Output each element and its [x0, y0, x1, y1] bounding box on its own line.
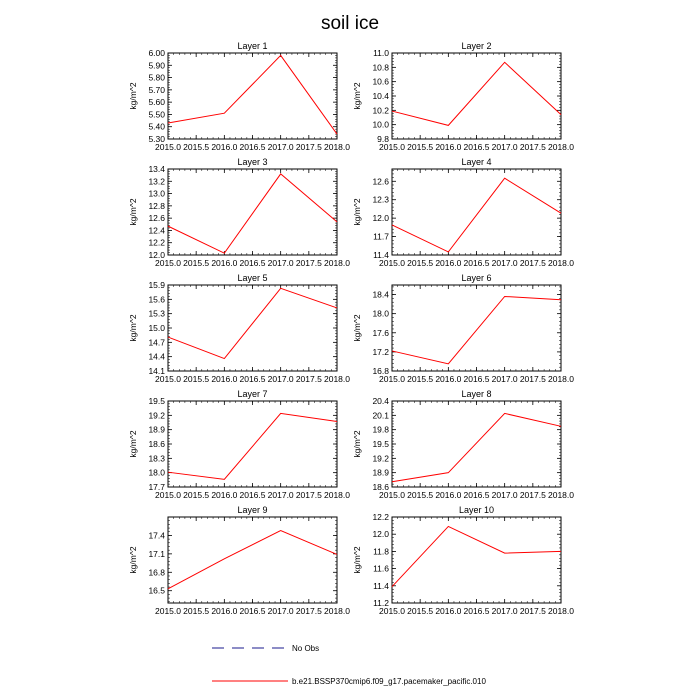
x-tick-label: 2016.5 [239, 258, 266, 268]
x-tick-label: 2018.0 [324, 374, 350, 384]
panel-layer-7 [128, 389, 350, 500]
x-tick-label: 2016.5 [463, 142, 490, 152]
y-tick-label: 20.4 [372, 396, 389, 406]
y-tick-label: 18.9 [148, 424, 165, 435]
x-tick-label: 2015.5 [407, 374, 434, 384]
y-tick-label: 10.6 [372, 76, 389, 87]
y-tick-label: 12.4 [148, 225, 165, 236]
x-tick-label: 2016.0 [211, 142, 238, 152]
y-axis-label-layer-10: kg/m^2 [352, 546, 362, 574]
x-tick-label: 2018.0 [548, 606, 574, 616]
x-tick-label: 2015.5 [183, 258, 210, 268]
legend-item-model-run [212, 677, 486, 686]
panel-layer-4 [352, 157, 574, 268]
panel-title-layer-3: Layer 3 [237, 157, 268, 167]
y-tick-label: 10.0 [372, 119, 389, 130]
y-tick-label: 10.4 [372, 91, 389, 101]
y-tick-label: 17.2 [372, 346, 389, 357]
x-tick-label: 2017.0 [267, 258, 294, 268]
y-tick-label: 17.1 [148, 548, 165, 559]
series-line-layer-8 [392, 413, 561, 481]
y-tick-label: 18.6 [148, 439, 165, 449]
panel-title-layer-1: Layer 1 [237, 41, 268, 51]
x-tick-label: 2015.0 [155, 374, 181, 384]
x-tick-label: 2016.0 [435, 490, 462, 500]
y-tick-label: 19.2 [148, 410, 165, 421]
x-tick-label: 2017.0 [267, 490, 294, 500]
panel-frame-layer-4 [392, 169, 561, 255]
x-tick-label: 2018.0 [324, 142, 350, 152]
panel-frame-layer-5 [168, 285, 337, 371]
y-tick-label: 5.30 [148, 134, 165, 144]
x-tick-label: 2015.5 [407, 142, 434, 152]
legend [212, 644, 486, 686]
y-tick-label: 18.6 [372, 482, 389, 492]
x-tick-label: 2018.0 [324, 258, 350, 268]
series-line-layer-10 [392, 526, 561, 586]
panel-title-layer-8: Layer 8 [461, 389, 492, 399]
y-tick-label: 9.8 [377, 134, 389, 144]
y-tick-label: 17.4 [148, 530, 165, 541]
x-tick-label: 2017.0 [491, 374, 518, 384]
y-tick-label: 5.90 [148, 60, 165, 71]
y-tick-label: 12.3 [372, 194, 389, 205]
series-line-layer-4 [392, 178, 561, 252]
x-tick-label: 2016.0 [211, 606, 238, 616]
x-tick-label: 2015.0 [379, 142, 405, 152]
y-tick-label: 11.8 [373, 546, 389, 557]
y-tick-label: 5.60 [148, 97, 165, 108]
panel-title-layer-9: Layer 9 [237, 505, 268, 515]
y-tick-label: 6.00 [148, 48, 165, 58]
x-tick-label: 2016.5 [463, 258, 490, 268]
y-tick-label: 14.1 [148, 366, 165, 376]
panels [128, 41, 574, 616]
y-axis-label-layer-9: kg/m^2 [128, 546, 138, 574]
x-tick-label: 2017.5 [519, 606, 546, 616]
x-tick-label: 2017.0 [491, 142, 518, 152]
y-axis-label-layer-4: kg/m^2 [352, 198, 362, 226]
panel-frame-layer-1 [168, 53, 337, 139]
panel-title-layer-7: Layer 7 [237, 389, 268, 399]
x-tick-label: 2016.0 [435, 606, 462, 616]
y-tick-label: 12.6 [148, 213, 165, 224]
panel-title-layer-4: Layer 4 [461, 157, 492, 167]
y-tick-label: 12.0 [148, 250, 165, 260]
y-tick-label: 17.7 [148, 482, 165, 492]
series-line-layer-5 [168, 288, 337, 358]
x-tick-label: 2015.0 [379, 606, 405, 616]
x-tick-label: 2017.0 [491, 490, 518, 500]
y-tick-label: 20.1 [372, 410, 389, 421]
y-tick-label: 18.0 [372, 308, 389, 319]
y-tick-label: 16.5 [148, 585, 165, 596]
x-tick-label: 2016.0 [211, 258, 238, 268]
x-tick-label: 2016.0 [435, 142, 462, 152]
y-tick-label: 11.4 [373, 580, 389, 591]
y-tick-label: 12.2 [148, 237, 165, 248]
y-tick-label: 16.8 [148, 567, 165, 578]
x-tick-label: 2018.0 [548, 490, 574, 500]
figure-title: soil ice [320, 13, 380, 34]
y-tick-label: 5.40 [148, 121, 165, 132]
x-tick-label: 2017.5 [519, 142, 546, 152]
y-tick-label: 5.50 [148, 109, 165, 120]
x-tick-label: 2016.0 [211, 490, 238, 500]
panel-layer-8 [352, 389, 574, 500]
x-tick-label: 2016.0 [435, 258, 462, 268]
panel-layer-3 [128, 157, 350, 268]
x-tick-label: 2015.5 [407, 258, 434, 268]
x-tick-label: 2018.0 [324, 606, 350, 616]
x-tick-label: 2017.0 [267, 374, 294, 384]
x-tick-label: 2015.5 [183, 374, 210, 384]
x-tick-label: 2017.5 [295, 374, 322, 384]
y-tick-label: 5.80 [148, 72, 165, 83]
x-tick-label: 2016.5 [463, 374, 490, 384]
panel-frame-layer-2 [392, 53, 561, 139]
y-tick-label: 18.9 [372, 467, 389, 478]
y-tick-label: 16.8 [372, 366, 389, 376]
legend-label-no-obs: No Obs [292, 644, 320, 653]
y-axis-label-layer-5: kg/m^2 [128, 314, 138, 342]
x-tick-label: 2015.5 [407, 490, 434, 500]
x-tick-label: 2018.0 [548, 258, 574, 268]
y-tick-label: 19.2 [372, 453, 389, 464]
x-tick-label: 2017.5 [295, 142, 322, 152]
x-tick-label: 2016.5 [463, 606, 490, 616]
y-tick-label: 15.6 [148, 294, 165, 305]
panel-title-layer-10: Layer 10 [458, 505, 495, 515]
x-tick-label: 2015.5 [183, 606, 210, 616]
x-tick-label: 2015.0 [379, 490, 405, 500]
panel-layer-1 [128, 41, 350, 152]
x-tick-label: 2015.0 [155, 490, 181, 500]
x-tick-label: 2016.5 [239, 142, 266, 152]
x-tick-label: 2018.0 [324, 490, 350, 500]
x-tick-label: 2016.5 [239, 490, 266, 500]
x-tick-label: 2016.0 [435, 374, 462, 384]
y-tick-label: 11.6 [373, 563, 389, 574]
x-tick-label: 2015.0 [379, 258, 405, 268]
x-tick-label: 2017.0 [267, 142, 294, 152]
series-line-layer-9 [168, 531, 337, 589]
x-tick-label: 2017.5 [519, 490, 546, 500]
x-tick-label: 2016.5 [463, 490, 490, 500]
x-tick-label: 2015.5 [183, 142, 210, 152]
panel-frame-layer-9 [168, 517, 337, 603]
x-tick-label: 2017.0 [491, 258, 518, 268]
panel-frame-layer-8 [392, 401, 561, 487]
x-tick-label: 2015.0 [155, 606, 181, 616]
y-tick-label: 10.8 [372, 62, 389, 73]
x-tick-label: 2015.0 [155, 142, 181, 152]
y-tick-label: 18.4 [372, 289, 389, 300]
panel-layer-9 [128, 505, 350, 616]
panel-layer-2 [352, 41, 574, 152]
y-tick-label: 13.4 [148, 164, 165, 174]
y-tick-label: 19.8 [372, 424, 389, 435]
x-tick-label: 2018.0 [548, 142, 574, 152]
y-tick-label: 15.3 [148, 308, 165, 319]
panel-frame-layer-3 [168, 169, 337, 255]
y-tick-label: 11.4 [373, 250, 389, 260]
y-tick-label: 15.9 [148, 280, 165, 290]
series-line-layer-6 [392, 296, 561, 363]
y-tick-label: 17.6 [372, 327, 389, 338]
legend-label-model-run: b.e21.BSSP370cmip6.f09_g17.pacemaker_pacific.010 [292, 677, 486, 686]
legend-item-no-obs [212, 644, 319, 653]
y-axis-label-layer-2: kg/m^2 [352, 82, 362, 110]
series-line-layer-3 [168, 174, 337, 253]
y-tick-label: 15.0 [148, 323, 165, 333]
x-tick-label: 2015.5 [407, 606, 434, 616]
y-axis-label-layer-8: kg/m^2 [352, 430, 362, 458]
panel-title-layer-5: Layer 5 [237, 273, 268, 283]
series-line-layer-1 [168, 55, 337, 134]
x-tick-label: 2015.0 [155, 258, 181, 268]
y-axis-label-layer-6: kg/m^2 [352, 314, 362, 342]
panel-layer-6 [352, 273, 574, 384]
x-tick-label: 2016.5 [239, 606, 266, 616]
y-tick-label: 10.2 [372, 105, 389, 116]
y-tick-label: 19.5 [372, 439, 389, 449]
x-tick-label: 2017.5 [295, 490, 322, 500]
y-axis-label-layer-7: kg/m^2 [128, 430, 138, 458]
y-tick-label: 11.2 [373, 598, 389, 608]
y-tick-label: 19.5 [148, 396, 165, 406]
panel-layer-5 [128, 273, 350, 384]
y-tick-label: 12.6 [372, 176, 389, 187]
panel-frame-layer-7 [168, 401, 337, 487]
x-tick-label: 2017.5 [519, 374, 546, 384]
y-tick-label: 18.0 [148, 467, 165, 478]
panel-title-layer-6: Layer 6 [461, 273, 492, 283]
x-tick-label: 2017.0 [267, 606, 294, 616]
x-tick-label: 2017.0 [491, 606, 518, 616]
panel-layer-10 [352, 505, 574, 616]
y-tick-label: 11.7 [373, 231, 389, 242]
x-tick-label: 2018.0 [548, 374, 574, 384]
y-tick-label: 12.2 [372, 512, 389, 522]
y-tick-label: 14.4 [148, 351, 165, 362]
series-line-layer-7 [168, 413, 337, 479]
y-tick-label: 11.0 [373, 48, 389, 58]
series-line-layer-2 [392, 62, 561, 125]
x-tick-label: 2017.5 [295, 258, 322, 268]
x-tick-label: 2015.5 [183, 490, 210, 500]
y-tick-label: 13.2 [148, 176, 165, 187]
y-tick-label: 5.70 [148, 84, 165, 95]
y-tick-label: 12.0 [372, 213, 389, 224]
x-tick-label: 2015.0 [379, 374, 405, 384]
y-tick-label: 14.7 [148, 337, 165, 348]
x-tick-label: 2016.0 [211, 374, 238, 384]
y-axis-label-layer-3: kg/m^2 [128, 198, 138, 226]
x-tick-label: 2016.5 [239, 374, 266, 384]
y-tick-label: 18.3 [148, 453, 165, 464]
y-tick-label: 12.0 [372, 529, 389, 540]
x-tick-label: 2017.5 [295, 606, 322, 616]
y-axis-label-layer-1: kg/m^2 [128, 82, 138, 110]
y-tick-label: 13.0 [148, 188, 165, 199]
panel-title-layer-2: Layer 2 [461, 41, 492, 51]
x-tick-label: 2017.5 [519, 258, 546, 268]
y-tick-label: 12.8 [148, 200, 165, 211]
